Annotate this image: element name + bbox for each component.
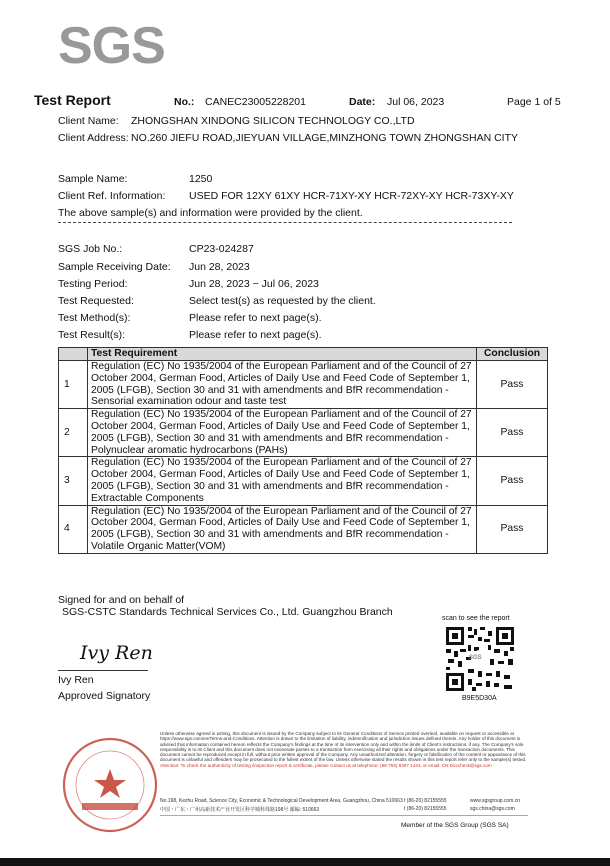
row-requirement: Regulation (EC) No 1935/2004 of the European Parliament and of the Council of 27 October 2004, German Food, Articles of Daily Use and Feed Code of September 1, 2005 (LFGB), Section 30 and 31 with amendments and BfR recommendation - Extractable Components	[88, 457, 477, 505]
signed-on-behalf: Signed for and on behalf of	[58, 594, 185, 606]
job-no-value: CP23-024287	[189, 243, 254, 255]
authenticity-notice: Attention: To check the authenticity of testing /inspection report & certificate, please contact us at telephone: (86-755) 8307 1443, or email: CN.Doccheck@sgs.com	[160, 762, 492, 768]
testing-period-value: Jun 28, 2023 ~ Jul 06, 2023	[189, 278, 319, 290]
phone-1: t (86-20) 82155555	[404, 798, 447, 804]
table-header-row	[59, 348, 548, 361]
receiving-date-label: Sample Receiving Date:	[58, 261, 171, 273]
report-date-value: Jul 06, 2023	[387, 96, 445, 108]
bottom-edge-bar	[0, 858, 610, 866]
row-requirement: Regulation (EC) No 1935/2004 of the European Parliament and of the Council of 27 October 2004, German Food, Articles of Daily Use and Feed Code of September 1, 2005 (LFGB), Section 30 and 31 with amendments and BfR recommendation - Polynuclear aromatic hydrocarbons (PAHs)	[88, 409, 477, 457]
qr-code-id: B9E5D30A	[462, 695, 497, 702]
dashed-divider	[58, 222, 512, 223]
phone-2: t (86-20) 82155555	[404, 806, 447, 812]
table-row	[59, 361, 548, 409]
report-no-value: CANEC23005228201	[205, 96, 306, 108]
signing-company: SGS-CSTC Standards Technical Services Co., Ltd. Guangzhou Branch	[62, 606, 393, 618]
row-conclusion: Pass	[477, 361, 548, 409]
row-number: 4	[59, 505, 88, 553]
row-requirement: Regulation (EC) No 1935/2004 of the European Parliament and of the Council of 27 October 2004, German Food, Articles of Daily Use and Feed Code of September 1, 2005 (LFGB), Section 30 and 31 with amendments and BfR recommendation - Volatile Organic Matter(VOM)	[88, 505, 477, 553]
qr-caption: scan to see the report	[442, 615, 510, 622]
footer-disclaimer	[160, 731, 530, 768]
sample-name-label: Sample Name:	[58, 173, 128, 185]
row-requirement: Regulation (EC) No 1935/2004 of the European Parliament and of the Council of 27 October 2004, German Food, Articles of Daily Use and Feed Code of September 1, 2005 (LFGB), Section 30 and 31 with amendments and BfR recommendation - Sensorial examination odour and taste test	[88, 361, 477, 409]
sgs-logo	[58, 17, 165, 75]
address-english: No.198, Kezhu Road, Science City, Economic & Technological Development Area, Guangzhou, China 510663	[160, 798, 403, 804]
sample-name-value: 1250	[189, 173, 213, 185]
table-header-conclusion: Conclusion	[477, 348, 548, 361]
footer-divider	[160, 815, 528, 816]
table-header-requirement: Test Requirement	[88, 348, 477, 361]
page-number: Page 1 of 5	[507, 96, 561, 108]
address-chinese: 中国・广东・广州高新技术产业开发区科学城科珠路198号 邮编: 510663	[160, 807, 320, 813]
signatory-role: Approved Signatory	[58, 690, 151, 702]
test-requested-label: Test Requested:	[58, 295, 134, 307]
row-number: 1	[59, 361, 88, 409]
job-no-label: SGS Job No.:	[58, 243, 123, 255]
row-number: 3	[59, 457, 88, 505]
signatory-name: Ivy Ren	[58, 674, 94, 686]
client-ref-label: Client Ref. Information:	[58, 190, 166, 202]
test-results-value: Please refer to next page(s).	[189, 329, 322, 341]
row-conclusion: Pass	[477, 409, 548, 457]
table-header-num	[59, 348, 88, 361]
client-address-label: Client Address:	[58, 132, 129, 144]
sgs-logo-text: SGS	[58, 17, 165, 75]
report-title: Test Report	[34, 92, 111, 108]
sgs-member-note: Member of the SGS Group (SGS SA)	[401, 822, 509, 829]
row-number: 2	[59, 409, 88, 457]
test-requested-value: Select test(s) as requested by the client.	[189, 295, 376, 307]
testing-period-label: Testing Period:	[58, 278, 128, 290]
table-row	[59, 409, 548, 457]
row-conclusion: Pass	[477, 505, 548, 553]
qr-center-logo: SGS	[469, 655, 482, 661]
receiving-date-value: Jun 28, 2023	[189, 261, 250, 273]
signature-line	[58, 670, 148, 671]
report-date-label: Date:	[349, 96, 376, 108]
test-results-label: Test Result(s):	[58, 329, 126, 341]
table-row	[59, 505, 548, 553]
handwritten-signature: Ivy Ren	[80, 642, 153, 664]
test-requirement-table	[58, 347, 548, 554]
table-row	[59, 457, 548, 505]
company-seal-icon	[60, 735, 160, 835]
website-link[interactable]: www.sgsgroup.com.cn	[470, 798, 521, 804]
email-link[interactable]: sgs.china@sgs.com	[470, 806, 515, 812]
test-methods-label: Test Method(s):	[58, 312, 131, 324]
disclaimer-text: Unless otherwise agreed in writing, this document is issued by the Company subject to its General Conditions of Service printed overleaf, available on request or accessible at https://www.sgs.com/en/Terms-and-Conditions. Attention is drawn to the limitation of liability, indemnification and jurisdiction issues defined therein. Any holder of this document is advised that information contained hereon reflects the Company's findings at the time of its intervention only and within the limits of Client's instructions, if any. The Company's sole responsibility is to its Client and this document does not exonerate parties to a transaction from exercising all their rights and obligations under the transaction documents. This document cannot be reproduced except in full, without prior written approval of the Company. Any unauthorized alteration, forgery or falsification of the content or appearance of this document is unlawful and offenders may be prosecuted to the fullest extent of the law. Unless otherwise stated the results shown in this test report refer only to the sample(s) tested.	[160, 731, 527, 763]
client-ref-value: USED FOR 12XY 61XY HCR-71XY-XY HCR-72XY-XY HCR-73XY-XY	[189, 190, 514, 202]
sample-note: The above sample(s) and information were provided by the client.	[58, 207, 363, 219]
report-no-label: No.:	[174, 96, 195, 108]
row-conclusion: Pass	[477, 457, 548, 505]
client-name-value: ZHONGSHAN XINDONG SILICON TECHNOLOGY CO.,LTD	[131, 115, 415, 127]
client-name-label: Client Name:	[58, 115, 119, 127]
test-methods-value: Please refer to next page(s).	[189, 312, 322, 324]
client-address-value: NO.260 JIEFU ROAD,JIEYUAN VILLAGE,MINZHONG TOWN ZHONGSHAN CITY	[131, 132, 519, 144]
